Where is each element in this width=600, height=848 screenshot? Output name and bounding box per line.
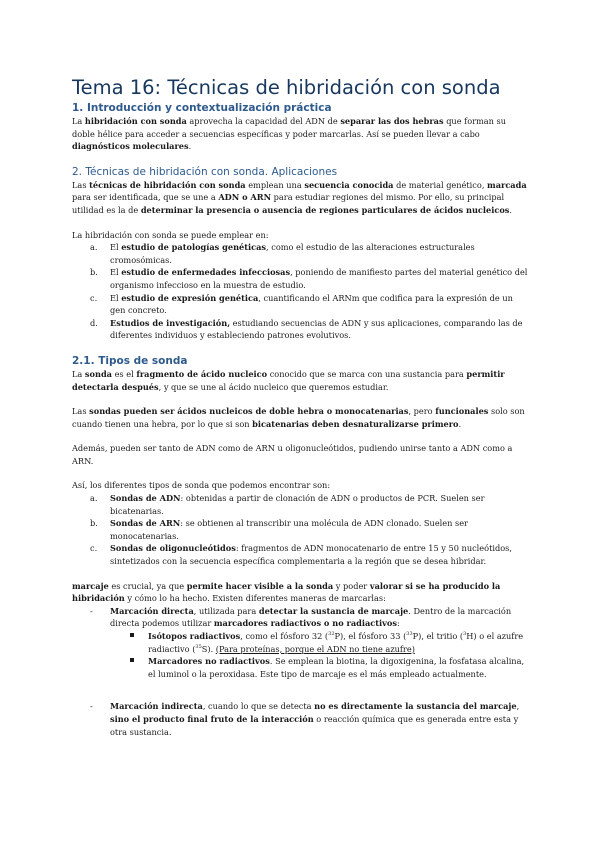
text-run: , como el estudio de las alteraciones estructurales cromosómicas. bbox=[110, 242, 475, 265]
bold-text: Sondas de oligonucleótidos bbox=[110, 543, 236, 554]
isotope-text-c: P), el tritio ( bbox=[412, 631, 464, 641]
bold-text: estudio de enfermedades infecciosas bbox=[121, 267, 291, 278]
section-2-paragraph-2: La hibridación con sonda se puede emplear en: bbox=[72, 229, 269, 240]
text-run: : bbox=[396, 618, 400, 629]
text-run: para estudiar regiones del mismo. Por ello, su principal utilidad es la de bbox=[72, 192, 505, 215]
isotope-sup-1: 32 bbox=[328, 631, 335, 637]
square-bullet-icon bbox=[130, 633, 134, 637]
bold-text: diagnósticos moleculares bbox=[72, 141, 189, 152]
text-run: aprovecha la capacidad del ADN de bbox=[186, 116, 341, 126]
bold-text: valorar si se ha producido la hibridación bbox=[72, 580, 501, 604]
text-run: , poniendo de manifiesto partes del material genético del organismo infeccioso en la muestra de estudio. bbox=[110, 267, 528, 290]
text-run: . Se emplean la biotina, la digoxigenina, la fosfatasa alcalina, el luminol o la peroxidasa. Este tipo de marcaje es el más empleado actualmente. bbox=[148, 656, 525, 679]
bold-text: detectar la sustancia de marcaje bbox=[258, 605, 409, 616]
bold-text: Estudios de investigación, bbox=[110, 317, 231, 328]
bold-text: marcaje bbox=[72, 580, 109, 591]
text-run: El bbox=[110, 267, 122, 278]
non-radioactive-markers-item bbox=[72, 655, 528, 680]
text-run: , y que se une al ácido nucleico que queremos estudiar. bbox=[158, 381, 389, 392]
isotope-text-d: H) o el azufre radiactivo ( bbox=[148, 631, 524, 654]
bold-text: hibridación con sonda bbox=[84, 116, 187, 126]
list-marker: a. bbox=[90, 493, 98, 504]
text-run: que forman su doble hélice para acceder a secuencias específicas y poder marcarlas. Así se pueden llevar a cabo bbox=[72, 116, 507, 139]
radioactive-isotopes-label: Isótopos radiactivos bbox=[148, 631, 241, 641]
section-2-1-paragraph-4: Así, los diferentes tipos de sonda que podemos encontrar son: bbox=[72, 480, 331, 491]
list-item bbox=[72, 292, 528, 317]
section-2-1-paragraph-2 bbox=[72, 405, 528, 430]
text-run: , cuantificando el ARNm que codifica para la expresión de un gen concreto. bbox=[110, 292, 513, 316]
bold-text: técnicas de hibridación con sonda bbox=[89, 179, 246, 190]
isotope-text-a: , como el fósforo 32 ( bbox=[240, 631, 329, 641]
bold-text: determinar la presencia o ausencia de regiones particulares de ácidos nucleicos bbox=[140, 204, 510, 215]
text-run: para ser identificada, que se une a bbox=[72, 192, 219, 203]
text-run: : se obtienen al transcribir una molécula de ADN clonado. Suelen ser monocatenarias. bbox=[110, 518, 468, 541]
text-run: Las bbox=[72, 406, 90, 417]
isotope-text-b: P), el fósforo 33 ( bbox=[334, 631, 407, 641]
section-1-heading: 1. Introducción y contextualización práctica bbox=[72, 102, 332, 114]
square-bullet-icon bbox=[130, 658, 134, 662]
page-title: Tema 16: Técnicas de hibridación con sonda bbox=[72, 76, 501, 99]
text-run: o reacción química que es generada entre esta y otra sustancia. bbox=[110, 713, 519, 737]
bold-text: ADN o ARN bbox=[218, 192, 272, 203]
radioactive-isotopes-item bbox=[72, 630, 528, 655]
section-2-1-paragraph-3: Además, pueden ser tanto de ADN como de ARN u oligonucleótidos, pudiendo unirse tanto a ADN como a ARN. bbox=[72, 443, 513, 466]
bold-text: funcionales bbox=[435, 406, 489, 417]
list-marker: b. bbox=[90, 518, 98, 529]
bold-text: Marcación indirecta bbox=[110, 701, 203, 712]
bold-text: no es directamente la sustancia del marcaje bbox=[314, 701, 517, 712]
bold-text: marcada bbox=[487, 179, 527, 190]
list-marker: c. bbox=[90, 543, 98, 554]
direct-labeling-item: - Marcación directa, utilizada para detectar la sustancia de marcaje. Dentro de la marcación directa podemos utilizar marcadores radiactivos o no radiactivos: bbox=[90, 605, 512, 629]
bold-text: sino el producto final fruto de la interacción bbox=[110, 713, 314, 724]
indirect-labeling-item: - Marcación indirecta, cuando lo que se detecta no es directamente la sustancia del marcaje, sino el producto final fruto de la interacción o reacción química que es generada entre esta y otra sustancia. bbox=[90, 701, 520, 737]
applications-list bbox=[72, 241, 528, 342]
text-run: La bbox=[72, 116, 85, 126]
labeling-paragraph bbox=[72, 580, 528, 605]
list-item bbox=[72, 266, 528, 291]
section-2-heading: 2. Técnicas de hibridación con sonda. Aplicaciones bbox=[72, 165, 338, 178]
document-page bbox=[72, 76, 528, 738]
text-run: y cómo lo ha hecho. Existen diferentes maneras de marcarlas: bbox=[124, 593, 386, 604]
non-radioactive-text bbox=[148, 656, 524, 679]
isotope-sup-3: 3 bbox=[463, 631, 467, 637]
text-run: estudiando secuencias de ADN y sus aplicaciones, comparando las de diferentes individuos y estableciendo patrones evolutivos. bbox=[110, 317, 523, 341]
section-1-paragraph bbox=[72, 115, 528, 153]
list-item bbox=[72, 517, 528, 542]
list-item bbox=[72, 542, 528, 567]
bold-text: permite hacer visible a la sonda bbox=[186, 580, 334, 591]
bold-text: permitir detectarla después bbox=[72, 368, 505, 392]
text-run: es el bbox=[111, 368, 137, 379]
bold-text: bicatenarias deben desnaturalizarse primero bbox=[252, 418, 459, 429]
bold-text: Marcación directa bbox=[110, 605, 194, 616]
bold-text: estudio de expresión genética bbox=[121, 292, 259, 303]
text-run: solo son cuando tienen una hebra, por lo que si son bbox=[72, 406, 525, 429]
list-item bbox=[72, 317, 528, 342]
bold-text: estudio de patologías genéticas bbox=[121, 242, 267, 253]
list-item bbox=[72, 241, 528, 266]
text-run: . bbox=[509, 204, 513, 215]
isotope-text-e: S). bbox=[201, 643, 216, 654]
text-run: . bbox=[458, 418, 462, 429]
isotope-sup-4: 35 bbox=[195, 643, 202, 650]
text-run: conocido que se marca con una sustancia para bbox=[267, 368, 467, 379]
text-run: . bbox=[188, 141, 192, 152]
text-run: El bbox=[110, 242, 122, 253]
text-run: es crucial, ya que bbox=[108, 580, 187, 591]
bold-text: sonda bbox=[84, 368, 112, 379]
indirect-labeling-text bbox=[110, 701, 519, 736]
text-run: : fragmentos de ADN monocatenario de entre 15 y 50 nucleótidos, sintetizados con la secuencia específica complementaria a la región que se desea hibridar. bbox=[110, 543, 512, 567]
text-run: El bbox=[110, 292, 122, 303]
text-run: , bbox=[516, 701, 520, 712]
isotope-note: (Para proteínas, porque el ADN no tiene azufre) bbox=[215, 643, 415, 654]
bold-text: Sondas de ARN bbox=[110, 518, 181, 529]
list-marker: d. bbox=[90, 317, 98, 328]
bold-text: secuencia conocida bbox=[304, 179, 394, 190]
direct-labeling-text bbox=[110, 606, 511, 629]
text-run: : obtenidas a partir de clonación de ADN o productos de PCR. Suelen ser bicatenarias. bbox=[110, 493, 485, 516]
bold-text: Sondas de ADN bbox=[110, 493, 181, 504]
text-run: Las bbox=[72, 179, 90, 190]
section-2-1-heading: 2.1. Tipos de sonda bbox=[72, 354, 188, 367]
list-item bbox=[72, 492, 528, 517]
list-marker: c. bbox=[90, 292, 98, 303]
list-marker: a. bbox=[90, 242, 98, 253]
bold-text: separar las dos hebras bbox=[340, 116, 444, 126]
text-run: de material genético, bbox=[393, 179, 488, 190]
text-run: emplean una bbox=[245, 179, 305, 190]
bold-text: Marcadores no radiactivos bbox=[148, 656, 270, 667]
text-run: , pero bbox=[408, 406, 436, 417]
section-2-paragraph-1 bbox=[72, 179, 528, 217]
bold-text: sondas pueden ser ácidos nucleicos de doble hebra o monocatenarias bbox=[89, 406, 409, 417]
bold-text: fragmento de ácido nucleico bbox=[136, 368, 268, 379]
bold-text: marcadores radiactivos o no radiactivos bbox=[213, 618, 397, 629]
list-marker: b. bbox=[90, 267, 98, 278]
section-2-1-paragraph-1 bbox=[72, 368, 528, 393]
text-run: , utilizada para bbox=[193, 605, 259, 616]
text-run: y poder bbox=[333, 580, 370, 591]
isotope-sup-2: 33 bbox=[406, 631, 413, 637]
text-run: La bbox=[72, 368, 85, 379]
text-run: . Dentro de la marcación directa podemos utilizar bbox=[110, 605, 512, 629]
probe-types-list bbox=[72, 492, 528, 568]
text-run: , cuando lo que se detecta bbox=[202, 701, 315, 712]
